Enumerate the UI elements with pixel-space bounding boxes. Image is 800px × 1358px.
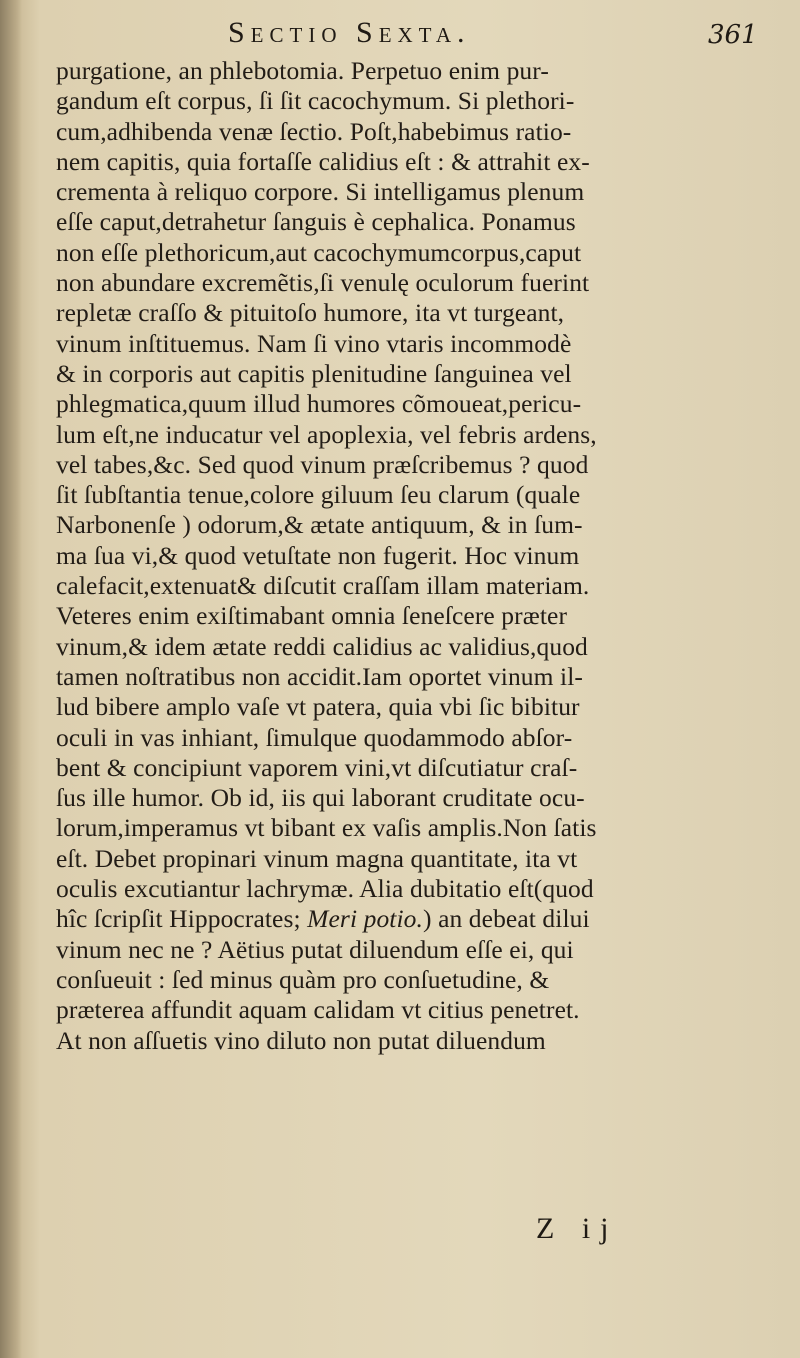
text-line: lud bibere amplo vaſe vt patera, quia vbi ſic bibitur (56, 692, 580, 722)
text-line: & in corporis aut capitis plenitudine ſanguinea vel (56, 358, 572, 388)
text-line: eſt. Debet propinari vinum magna quantitate, ita vt (56, 843, 578, 873)
text-line: vinum,& idem ætate reddi calidius ac validius,quod (56, 631, 588, 661)
text-line: cum,adhibenda venæ ſectio. Poſt,habebimus ratio- (56, 116, 572, 146)
text-line: hîc ſcripſit Hippocrates; Meri potio.) an debeat dilui (56, 904, 590, 934)
text-line: bent & concipiunt vaporem vini,vt diſcutiatur craſ- (56, 752, 578, 782)
text-line: calefacit,extenuat& diſcutit craſſam illam materiam. (56, 571, 590, 601)
text-line: phlegmatica,quum illud humores cõmoueat,pericu- (56, 389, 582, 419)
running-title: Sectio Sexta. (228, 16, 471, 49)
text-line: vel tabes,&c. Sed quod vinum præſcribemus ? quod (56, 449, 589, 479)
text-line: non abundare excremẽtis,ſi venulę oculorum fuerint (56, 268, 590, 298)
text-line: oculi in vas inhiant, ſimulque quodammodo abſor- (56, 722, 573, 752)
body-text (56, 56, 768, 1056)
text-line: vinum nec ne ? Aëtius putat diluendum eſſe ei, qui (56, 934, 574, 964)
text-line: Veteres enim exiſtimabant omnia ſeneſcere præter (56, 601, 568, 631)
text-line: Narbonenſe ) odorum,& ætate antiquum, & in ſum- (56, 510, 583, 540)
text-line: vinum inſtituemus. Nam ſi vino vtaris incommodè (56, 328, 572, 358)
text-line: præterea affundit aquam calidam vt citius penetret. (56, 995, 580, 1025)
text-line: purgatione, an phlebotomia. Perpetuo enim pur- (56, 56, 549, 85)
text-line: lum eſt,ne inducatur vel apoplexia, vel febris ardens, (56, 419, 597, 449)
text-line: non eſſe plethoricum,aut cacochymumcorpus,caput (56, 237, 582, 267)
text-line: nem capitis, quia fortaſſe calidius eſt : & attrahit ex- (56, 146, 590, 176)
text-line: eſſe caput,detrahetur ſanguis è cephalica. Ponamus (56, 207, 576, 237)
page-gutter-shadow (0, 0, 22, 1358)
text-line: crementa à reliquo corpore. Si intelligamus plenum (56, 177, 585, 207)
page-number: 361 (708, 20, 758, 50)
page-header (0, 14, 800, 58)
text-line: repletæ craſſo & pituitoſo humore, ita vt turgeant, (56, 298, 565, 328)
text-line: oculis excutiantur lachrymæ. Alia dubitatio eſt(quod (56, 874, 594, 904)
text-line: At non aſſuetis vino diluto non putat diluendum (56, 1025, 546, 1055)
text-line: ſit ſubſtantia tenue,colore giluum ſeu clarum (quale (56, 480, 581, 510)
signature-mark: Z ij (536, 1212, 619, 1245)
text-line: conſueuit : ſed minus quàm pro conſuetudine, & (56, 964, 550, 994)
text-line: ſus ille humor. Ob id, iis qui laborant cruditate ocu- (56, 783, 585, 813)
italic-quote: Meri potio. (307, 904, 423, 934)
text-line: lorum,imperamus vt bibant ex vaſis amplis.Non ſatis (56, 813, 597, 843)
text-line: ma ſua vi,& quod vetuſtate non fugerit. Hoc vinum (56, 540, 580, 570)
text-line: tamen noſtratibus non accidit.Iam oportet vinum il- (56, 661, 584, 691)
text-line: gandum eſt corpus, ſi ſit cacochymum. Si plethori- (56, 86, 575, 116)
